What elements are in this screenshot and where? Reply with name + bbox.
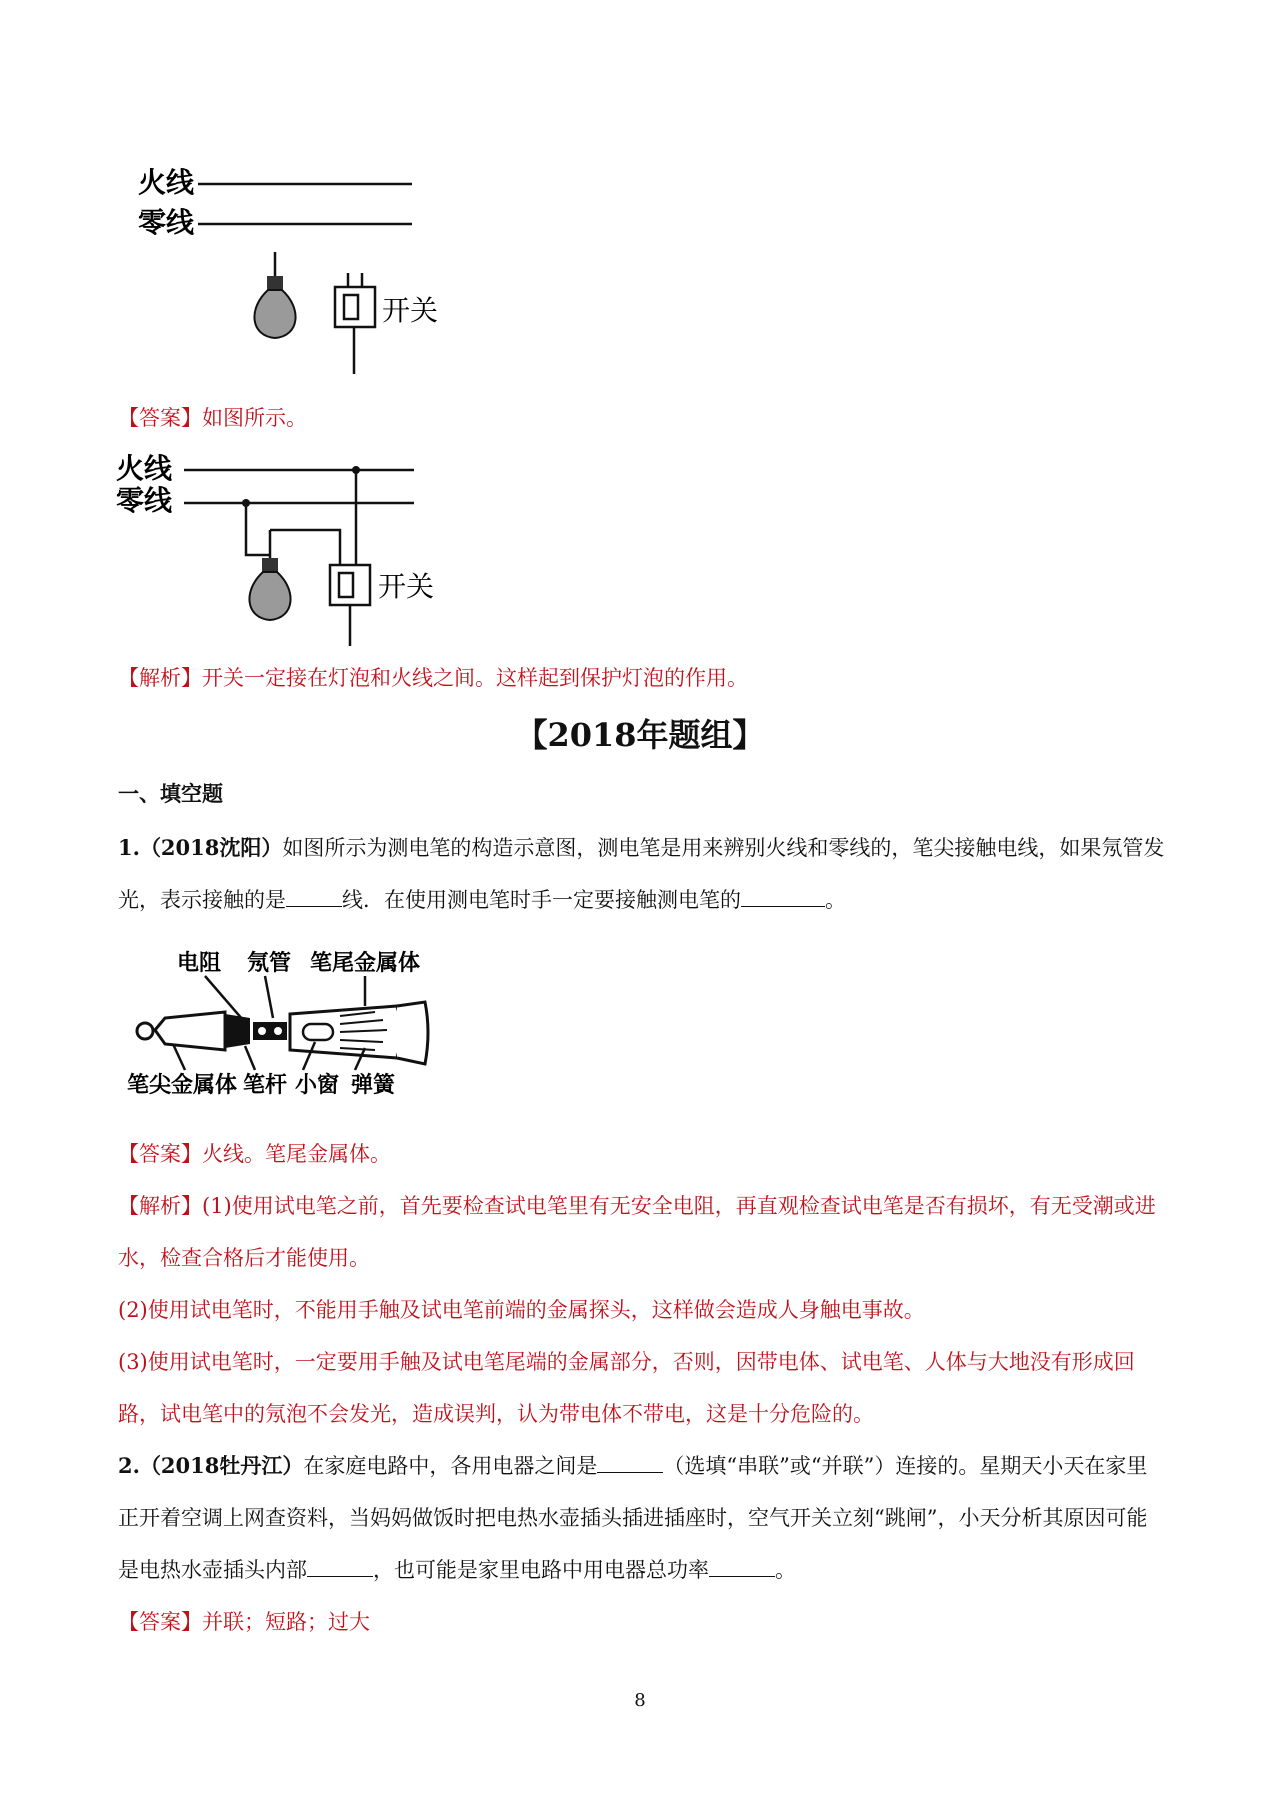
analysis-1 (118, 652, 1168, 704)
analysis-2-p1 (118, 1180, 1168, 1284)
window-label: 小窗 (295, 1073, 340, 1098)
circuit-figure-unconnected (130, 160, 460, 380)
spring-label: 弹簧 (351, 1073, 396, 1098)
analysis-2-p3: (3)使用试电笔时，一定要用手触及试电笔尾端的金属部分，否则，因带电体、试电笔、人体与大地没有形成回路，试电笔中的氖泡不会发光，造成误判，认为带电体不带电，这是十分危险的。 (118, 1350, 1135, 1426)
answer-blank (709, 1554, 775, 1577)
analysis-text: (1)使用试电笔之前，首先要检查试电笔里有无安全电阻，再直观检查试电笔是否有损坏，有无受潮或进水，检查合格后才能使用。 (118, 1194, 1156, 1270)
answer-tag: 【答案】 (118, 406, 202, 430)
answer-1 (118, 392, 1168, 444)
answer-blank (286, 884, 342, 907)
answer-tag: 【答案】 (118, 1610, 202, 1634)
question-text-part2: （选填“串联”或“并联”）连接的。星期天小天在家里正开着空调上网查资料，当妈妈做饭时把电热水壶插头插进插座时，空气开关立刻“跳闸”，小天分析其原因可能是电热水壶插头内部 (118, 1454, 1148, 1582)
answer-blank (597, 1450, 663, 1473)
question-1 (118, 822, 1168, 926)
section-title: 一、填空题 (118, 781, 223, 806)
page-number: 8 (634, 1690, 646, 1711)
live-wire-label: 火线 (138, 166, 195, 199)
switch-icon (335, 273, 375, 374)
question-number: 2. (118, 1453, 140, 1478)
answer-2 (118, 1128, 1168, 1180)
question-text-part1: 如图所示为测电笔的构造示意图，测电笔是用来辨别火线和零线的，笔尖接触电线，如果氖管发光，表示接触的是 (118, 836, 1165, 912)
question-source: （2018牡丹江） (139, 1453, 304, 1478)
switch-icon (330, 550, 370, 646)
tail-metal-label: 笔尾金属体 (310, 951, 421, 976)
question-text-part3: 。 (825, 888, 846, 912)
circuit-figure-connected (110, 450, 470, 650)
barrel-label: 笔杆 (243, 1073, 288, 1098)
switch-label: 开关 (378, 570, 435, 603)
question-text-part1: 在家庭电路中，各用电器之间是 (303, 1454, 598, 1478)
analysis-tag: 【解析】 (118, 666, 202, 690)
answer-blank (307, 1554, 373, 1577)
analysis-text: 开关一定接在灯泡和火线之间。这样起到保护灯泡的作用。 (202, 666, 748, 690)
bulb-to-switch-wire (270, 530, 340, 550)
neutral-wire-label: 零线 (116, 484, 173, 517)
answer-tag: 【答案】 (118, 1142, 202, 1166)
answer-blank (741, 884, 825, 907)
group-heading: 【2018年题组】 (515, 716, 765, 754)
question-source: （2018沈阳） (139, 835, 283, 860)
neutral-wire-label: 零线 (138, 206, 195, 239)
switch-label: 开关 (382, 294, 439, 327)
resistor-label: 电阻 (177, 951, 222, 976)
analysis-2-p2: (2)使用试电笔时，不能用手触及试电笔前端的金属探头，这样做会造成人身触电事故。 (118, 1298, 925, 1322)
answer-text: 火线。笔尾金属体。 (202, 1142, 391, 1166)
tip-metal-label: 笔尖金属体 (127, 1073, 238, 1098)
bulb-icon (249, 530, 290, 620)
answer-text: 如图所示。 (202, 406, 307, 430)
answer-3 (118, 1596, 1168, 1648)
analysis-tag: 【解析】 (118, 1194, 202, 1218)
question-text-part4: 。 (775, 1558, 796, 1582)
question-2 (118, 1440, 1168, 1596)
live-wire-label: 火线 (116, 452, 173, 485)
test-pen-figure (125, 940, 455, 1100)
test-pen-icon (137, 1002, 428, 1064)
answer-text: 并联；短路；过大 (202, 1610, 370, 1634)
bulb-icon (254, 252, 295, 338)
question-text-part3: ，也可能是家里电路中用电器总功率 (373, 1558, 709, 1582)
neon-tube-label: 氖管 (247, 951, 292, 976)
question-number: 1. (118, 835, 140, 860)
neutral-to-bulb-wire (246, 503, 270, 555)
question-text-part2: 线．在使用测电笔时手一定要接触测电笔的 (342, 888, 741, 912)
